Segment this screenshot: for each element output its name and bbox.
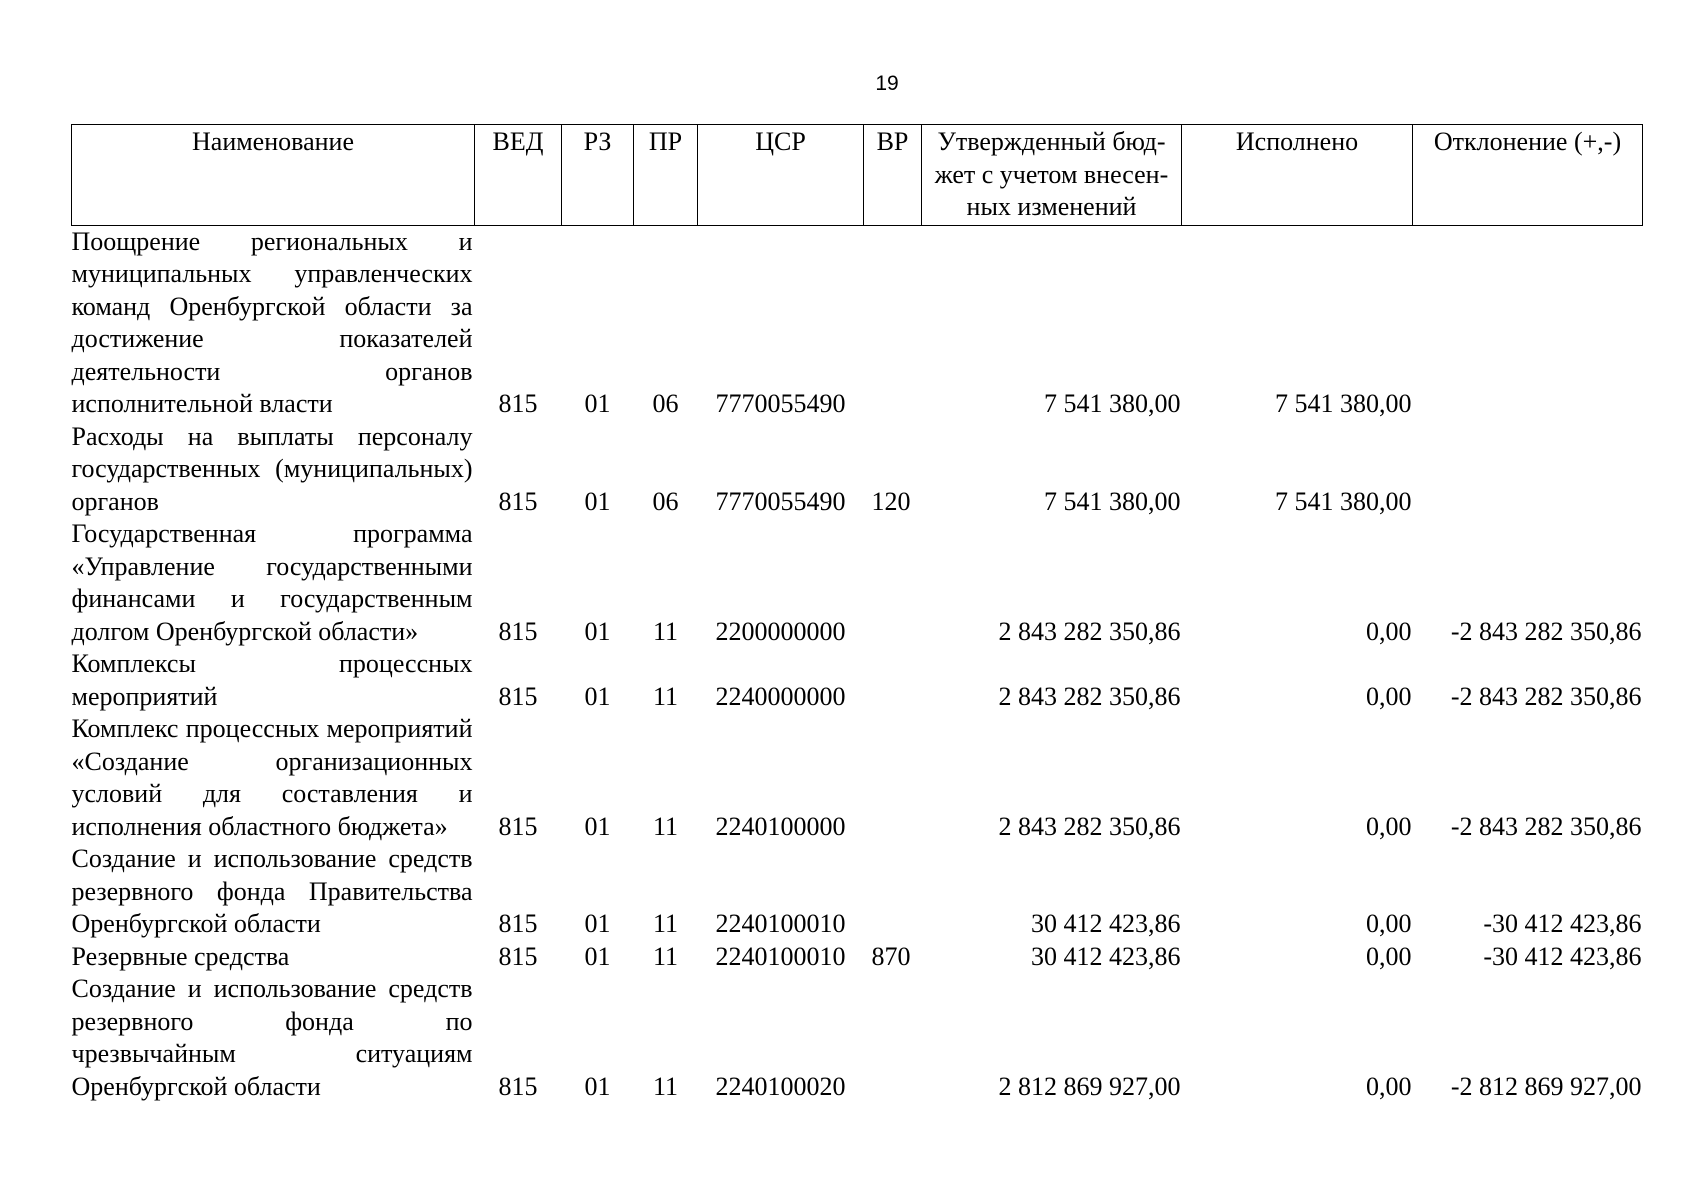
row-rz: 01	[584, 486, 611, 516]
row-pr: 11	[652, 941, 679, 971]
table-row	[72, 941, 1643, 974]
row-deviation	[1413, 225, 1643, 421]
header-ved: ВЕД	[475, 125, 562, 226]
header-vr: ВР	[864, 125, 922, 226]
row-rz: 01	[584, 616, 611, 646]
header-rz: РЗ	[562, 125, 634, 226]
row-csr: 2240000000	[715, 681, 846, 711]
row-csr: 7770055490	[715, 389, 846, 418]
row-approved: 2 843 282 350,86	[998, 811, 1181, 841]
row-ved: 815	[498, 811, 538, 841]
table-header	[72, 125, 1643, 226]
row-vr	[864, 843, 922, 941]
row-deviation	[1413, 421, 1643, 519]
row-name: Расходы на выплаты персоналу государственных (муниципальных) органов	[71, 421, 473, 516]
row-pr: 11	[652, 909, 679, 938]
row-deviation: -30 412 423,86	[1483, 941, 1642, 971]
row-csr: 2200000000	[715, 616, 846, 646]
row-ved: 815	[498, 1071, 538, 1101]
row-csr: 2240100010	[715, 941, 846, 971]
row-name: Резервные средства	[71, 941, 290, 971]
row-deviation: -2 843 282 350,86	[1450, 811, 1642, 841]
table-row	[72, 518, 1643, 648]
row-rz: 01	[584, 941, 611, 971]
table-row	[72, 973, 1643, 1103]
table-row	[72, 421, 1643, 519]
row-deviation: -2 812 869 927,00	[1450, 1071, 1642, 1101]
table-row	[72, 843, 1643, 941]
row-vr: 120	[871, 486, 911, 516]
table-row	[72, 648, 1643, 713]
header-csr: ЦСР	[698, 125, 864, 226]
row-vr	[864, 225, 922, 421]
row-rz: 01	[584, 811, 611, 841]
row-ved: 815	[498, 681, 538, 711]
row-vr	[864, 973, 922, 1103]
row-executed: 7 541 380,00	[1275, 389, 1412, 418]
row-ved: 815	[498, 486, 538, 516]
row-rz: 01	[584, 681, 611, 711]
row-ved: 815	[498, 389, 538, 418]
row-rz: 01	[584, 389, 611, 418]
row-name: Государственная программа «Управление государственными финансами и государственным долгом Оренбургской области»	[71, 519, 473, 646]
row-rz: 01	[584, 909, 611, 938]
row-name: Создание и использование средств резервного фонда Правительства Оренбургской области	[71, 844, 473, 938]
page-number: 19	[875, 72, 899, 95]
row-approved: 7 541 380,00	[1044, 486, 1181, 516]
row-deviation: -2 843 282 350,86	[1450, 681, 1642, 711]
row-executed: 0,00	[1366, 681, 1412, 711]
row-name: Комплекс процессных мероприятий «Создание организационных условий для составления и исполнения областного бюджета»	[71, 714, 473, 841]
row-approved: 2 812 869 927,00	[998, 1071, 1181, 1101]
row-csr: 7770055490	[715, 486, 846, 516]
row-ved: 815	[498, 616, 538, 646]
table-row	[72, 225, 1643, 421]
row-executed: 0,00	[1366, 1071, 1412, 1101]
table-body	[72, 225, 1643, 1103]
budget-execution-table	[71, 124, 1643, 1103]
row-approved: 2 843 282 350,86	[998, 616, 1181, 646]
row-pr: 06	[652, 486, 679, 516]
row-vr	[864, 648, 922, 713]
header-deviation: Отклонение (+,-)	[1413, 125, 1643, 226]
row-pr: 11	[652, 616, 679, 646]
row-rz: 01	[584, 1071, 611, 1101]
row-deviation: -2 843 282 350,86	[1450, 616, 1642, 646]
row-approved: 7 541 380,00	[1044, 389, 1181, 418]
row-executed: 0,00	[1366, 811, 1412, 841]
row-executed: 7 541 380,00	[1275, 486, 1412, 516]
row-ved: 815	[498, 909, 538, 938]
row-approved: 30 412 423,86	[1031, 909, 1181, 938]
row-name: Комплексы процессных мероприятий	[71, 649, 473, 711]
row-vr	[864, 518, 922, 648]
row-executed: 0,00	[1366, 941, 1412, 971]
header-executed: Исполнено	[1182, 125, 1413, 226]
row-pr: 11	[652, 1071, 679, 1101]
row-vr	[864, 713, 922, 843]
row-pr: 11	[652, 811, 679, 841]
row-name: Создание и использование средств резервного фонда по чрезвычайным ситуациям Оренбургской области	[71, 974, 473, 1101]
row-csr: 2240100020	[715, 1071, 846, 1101]
row-vr: 870	[871, 941, 911, 971]
row-approved: 30 412 423,86	[1031, 941, 1181, 971]
row-executed: 0,00	[1366, 616, 1412, 646]
row-name: Поощрение региональных и муниципальных управленческих команд Оренбургской области за достижение показателей деятельности органов исполнительной власти	[71, 226, 473, 418]
header-name: Наименование	[72, 125, 475, 226]
header-pr: ПР	[634, 125, 698, 226]
row-deviation: -30 412 423,86	[1483, 909, 1642, 938]
row-csr: 2240100010	[715, 909, 846, 938]
row-ved: 815	[498, 941, 538, 971]
row-approved: 2 843 282 350,86	[998, 681, 1181, 711]
row-csr: 2240100000	[715, 811, 846, 841]
row-pr: 06	[652, 389, 679, 418]
row-executed: 0,00	[1366, 909, 1412, 938]
row-pr: 11	[652, 681, 679, 711]
table-row	[72, 713, 1643, 843]
header-approved-budget: Утвержденный бюд-жет с учетом внесен-ных изменений	[922, 125, 1182, 226]
